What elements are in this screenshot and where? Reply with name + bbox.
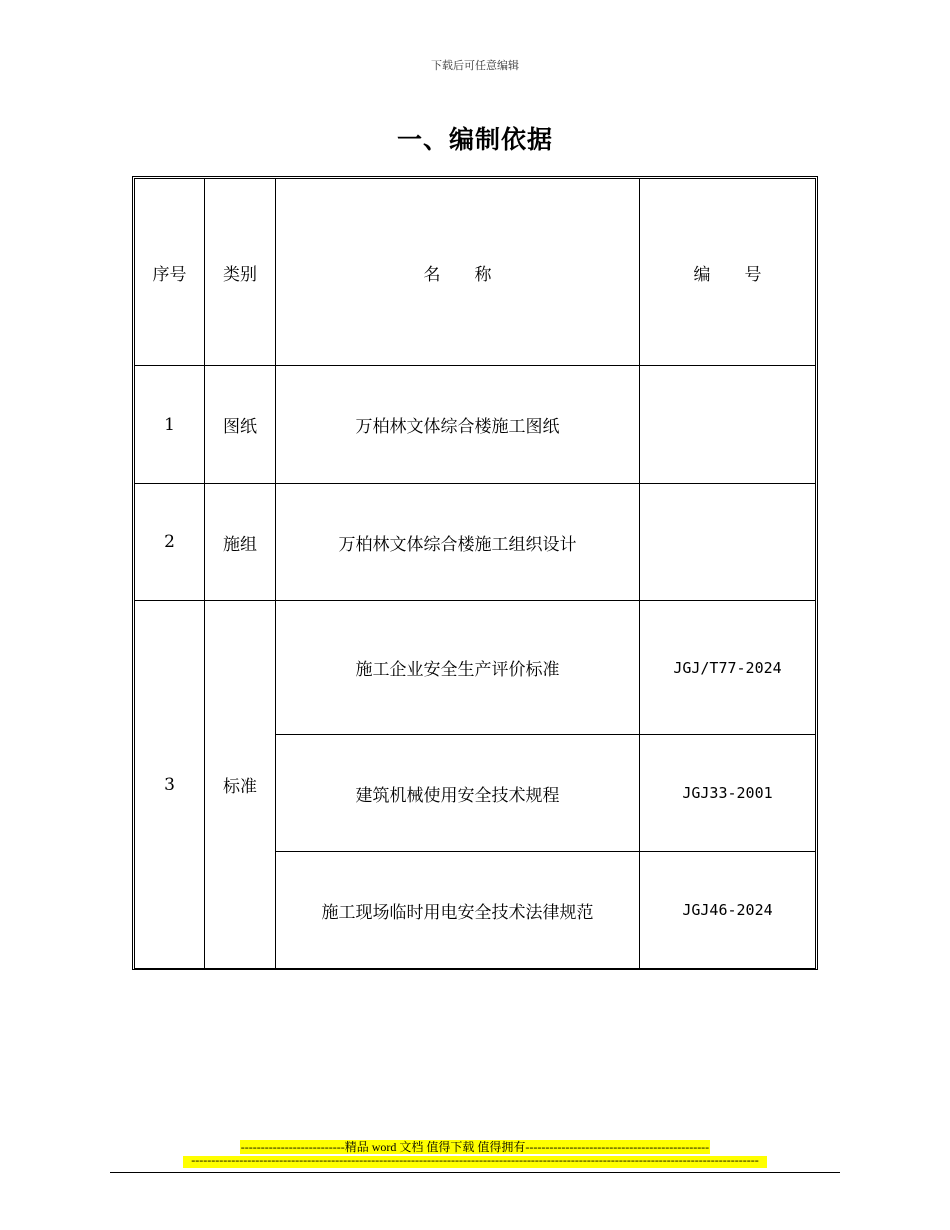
footer-rule: [110, 1172, 840, 1173]
row-category: 标准: [205, 601, 276, 969]
row-code: JGJ33-2001: [640, 735, 816, 852]
footer-dash-text: ----------------------------------------------------------------------------------------------------------------------------------------------: [183, 1156, 767, 1168]
header-name: 名 称: [276, 179, 640, 366]
page-header-note: 下载后可任意编辑: [431, 59, 519, 72]
row-index: 1: [135, 366, 205, 484]
row-name: 建筑机械使用安全技术规程: [276, 735, 640, 852]
footer-dash-line: [0, 1156, 950, 1172]
row-index: 2: [135, 484, 205, 601]
row-index: 3: [135, 601, 205, 969]
row-code: [640, 484, 816, 601]
header-code: 编 号: [640, 179, 816, 366]
header-index: 序号: [135, 179, 205, 366]
basis-table: [134, 178, 816, 969]
table-row: [135, 366, 816, 484]
row-code: JGJ/T77-2024: [640, 601, 816, 735]
table-row: [135, 484, 816, 601]
header-category: 类别: [205, 179, 276, 366]
footer-banner: [0, 1138, 950, 1155]
row-name: 施工企业安全生产评价标准: [276, 601, 640, 735]
row-category: 施组: [205, 484, 276, 601]
row-name: 万柏林文体综合楼施工组织设计: [276, 484, 640, 601]
row-code: [640, 366, 816, 484]
basis-table-frame: [132, 176, 818, 970]
page-title: 一、编制依据: [396, 125, 553, 154]
row-name: 万柏林文体综合楼施工图纸: [276, 366, 640, 484]
row-name: 施工现场临时用电安全技术法律规范: [276, 852, 640, 969]
table-row: [135, 601, 816, 735]
footer-banner-text: --------------------------精品 word 文档 值得下载 值得拥有----------------------------------------------: [240, 1140, 710, 1154]
table-header-row: [135, 179, 816, 366]
row-category: 图纸: [205, 366, 276, 484]
row-code: JGJ46-2024: [640, 852, 816, 969]
